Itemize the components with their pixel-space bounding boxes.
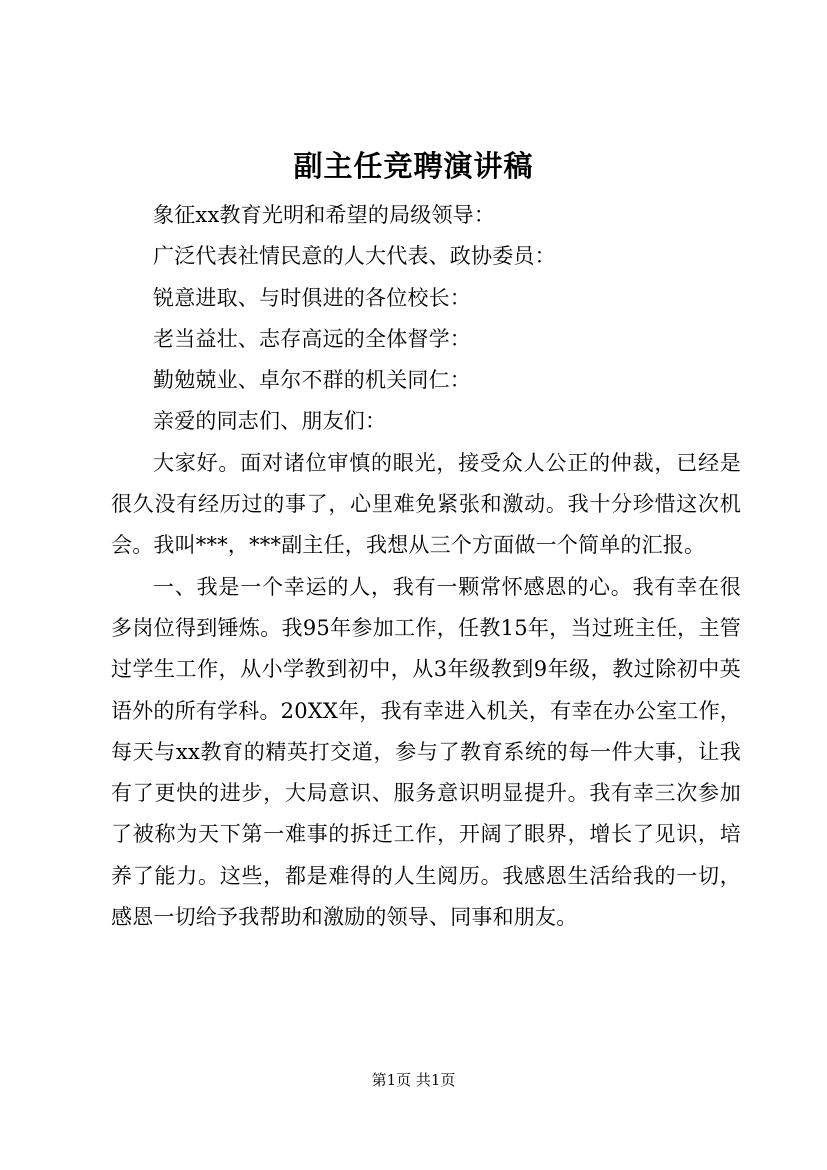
salutation-line: 勤勉兢业、卓尔不群的机关同仁： <box>153 368 471 393</box>
salutation-line: 广泛代表社情民意的人大代表、政协委员： <box>153 244 556 269</box>
salutation-line: 象征xx教育光明和希望的局级领导： <box>153 203 496 227</box>
document-title: 副主任竞聘演讲稿 <box>293 149 534 183</box>
salutation-line: 亲爱的同志们、朋友们： <box>153 409 387 434</box>
document-body <box>111 195 741 938</box>
body-paragraph-greeting: 大家好。面对诸位审慎的眼光，接受众人公正的仲裁，已经是很久没有经历过的事了，心里难免紧张和激动。我十分珍惜这次机会。我叫***，***副主任，我想从三个方面做一个简单的汇报。 <box>111 450 741 558</box>
salutation-line: 锐意进取、与时俱进的各位校长： <box>153 285 471 310</box>
body-paragraph-section-one: 一、我是一个幸运的人，我有一颗常怀感恩的心。我有幸在很多岗位得到锤炼。我95年参加工作，任教15年，当过班主任，主管过学生工作，从小学教到初中，从3年级教到9年级，教过除初中英语外的所有学科。20XX年，我有幸进入机关，有幸在办公室工作，每天与xx教育的精英打交道，参与了教育系统的每一件大事，让我有了更快的进步，大局意识、服务意识明显提升。我有幸三次参加了被称为天下第一难事的拆迁工作，开阔了眼界，增长了见识，培养了能力。这些，都是难得的人生阅历。我感恩生活给我的一切，感恩一切给予我帮助和激励的领导、同事和朋友。 <box>111 574 741 930</box>
salutation-line: 老当益壮、志存高远的全体督学： <box>153 326 471 351</box>
page-number-footer: 第1页 共1页 <box>371 1071 456 1089</box>
